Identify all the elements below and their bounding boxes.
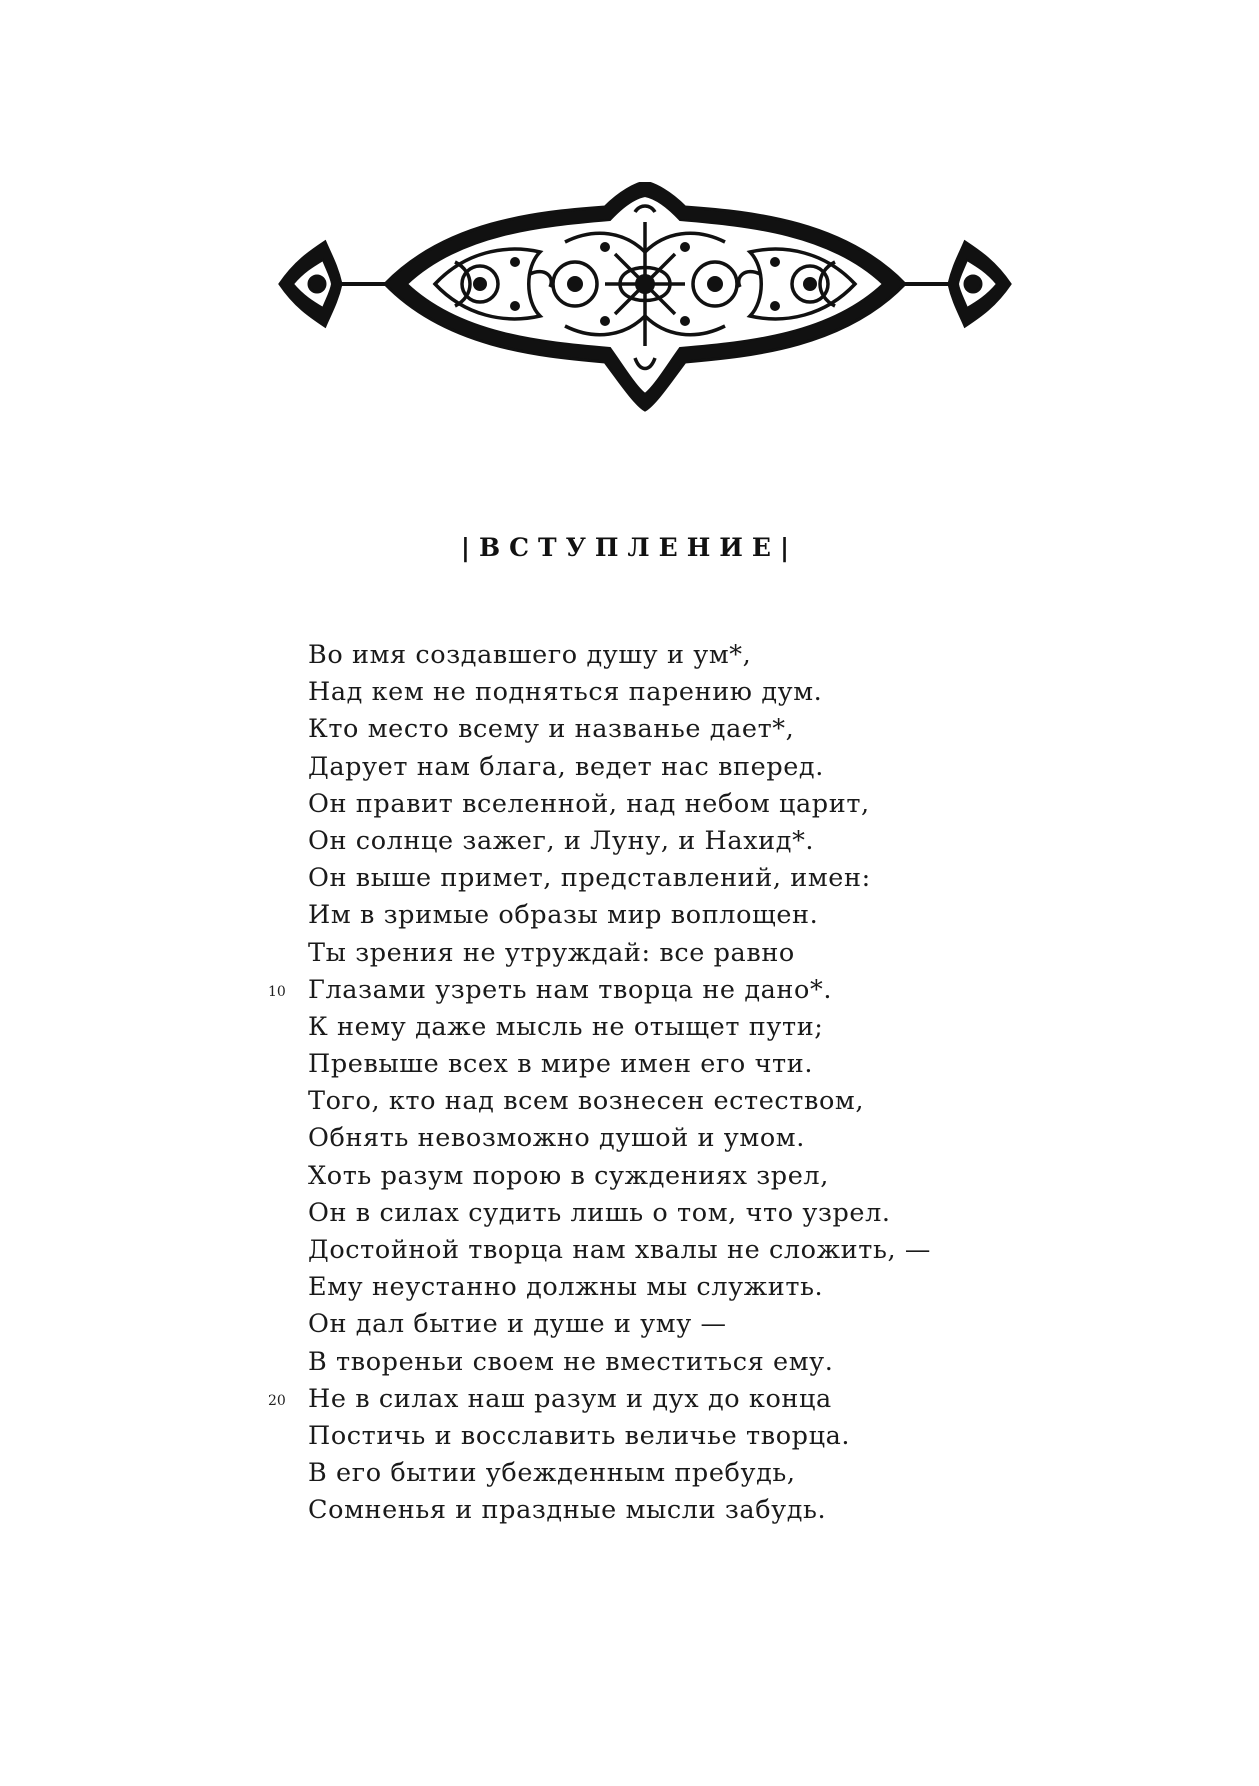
poem-line-text: Дарует нам блага, ведет нас вперед.	[308, 751, 824, 782]
poem-line-text: Того, кто над всем вознесен естеством,	[308, 1086, 865, 1117]
poem-line	[308, 1418, 1008, 1455]
poem-line-text: Он солнце зажег, и Луну, и Нахид*.	[308, 825, 815, 856]
poem-line	[308, 674, 1008, 711]
poem-line-text: Над кем не подняться парению дум.	[308, 677, 823, 708]
poem-line-text: Ты зрения не утруждай: все равно	[308, 937, 795, 968]
poem-line	[308, 786, 1008, 823]
poem-line	[308, 1232, 1008, 1269]
poem-line-text: Постичь и восславить величье творца.	[308, 1420, 851, 1451]
poem-line	[308, 1195, 1008, 1232]
poem-line-text: В твореньи своем не вместиться ему.	[308, 1346, 834, 1377]
poem-line-text: Им в зримые образы мир воплощен.	[308, 900, 819, 931]
poem-line	[308, 897, 1008, 934]
poem-line-text: Хоть разум порою в суждениях зрел,	[308, 1160, 829, 1191]
poem-line	[308, 1344, 1008, 1381]
poem-body	[268, 637, 1008, 1530]
poem-line	[308, 1455, 1008, 1492]
poem-line-text: Он выше примет, представлений, имен:	[308, 863, 871, 894]
line-number: 10	[268, 983, 286, 1000]
poem-line	[308, 860, 1008, 897]
poem-line	[308, 637, 1008, 674]
poem-line-text: К нему даже мысль не отыщет пути;	[308, 1011, 824, 1042]
poem-line-text: Ему неустанно должны мы служить.	[308, 1272, 824, 1303]
poem-line	[308, 1120, 1008, 1157]
arabesque-ornament-icon	[275, 182, 1015, 412]
poem-line	[308, 1492, 1008, 1529]
poem-line	[308, 1306, 1008, 1343]
poem-line	[308, 935, 1008, 972]
poem-line-text: Он правит вселенной, над небом царит,	[308, 788, 870, 819]
poem-line-text: В его бытии убежденным пребудь,	[308, 1458, 796, 1489]
poem-line	[308, 711, 1008, 748]
poem-line-text: Он дал бытие и душе и уму —	[308, 1309, 727, 1340]
poem-line	[268, 972, 1008, 1009]
poem-line	[308, 1046, 1008, 1083]
poem-line-text: Обнять невозможно душой и умом.	[308, 1123, 805, 1154]
poem-line	[308, 1009, 1008, 1046]
poem-line-text: Не в силах наш разум и дух до конца	[308, 1383, 832, 1414]
poem-line-text: Глазами узреть нам творца не дано*.	[308, 974, 833, 1005]
chapter-heading: |ВСТУПЛЕНИЕ|	[460, 533, 799, 562]
line-number: 20	[268, 1392, 286, 1409]
poem-line-text: Он в силах судить лишь о том, что узрел.	[308, 1197, 891, 1228]
poem-line-text: Во имя создавшего душу и ум*,	[308, 640, 752, 670]
poem-line	[308, 823, 1008, 860]
poem-line	[308, 1158, 1008, 1195]
poem-line	[308, 749, 1008, 786]
poem-line-text: Достойной творца нам хвалы не сложить, —	[308, 1235, 931, 1265]
poem-line	[308, 1269, 1008, 1306]
poem-line-text: Превыше всех в мире имен его чти.	[308, 1049, 814, 1080]
poem-line-text: Сомненья и праздные мысли забудь.	[308, 1495, 827, 1526]
poem-line	[268, 1381, 1008, 1418]
poem-line-text: Кто место всему и названье дает*,	[308, 714, 795, 745]
poem-line	[308, 1083, 1008, 1120]
